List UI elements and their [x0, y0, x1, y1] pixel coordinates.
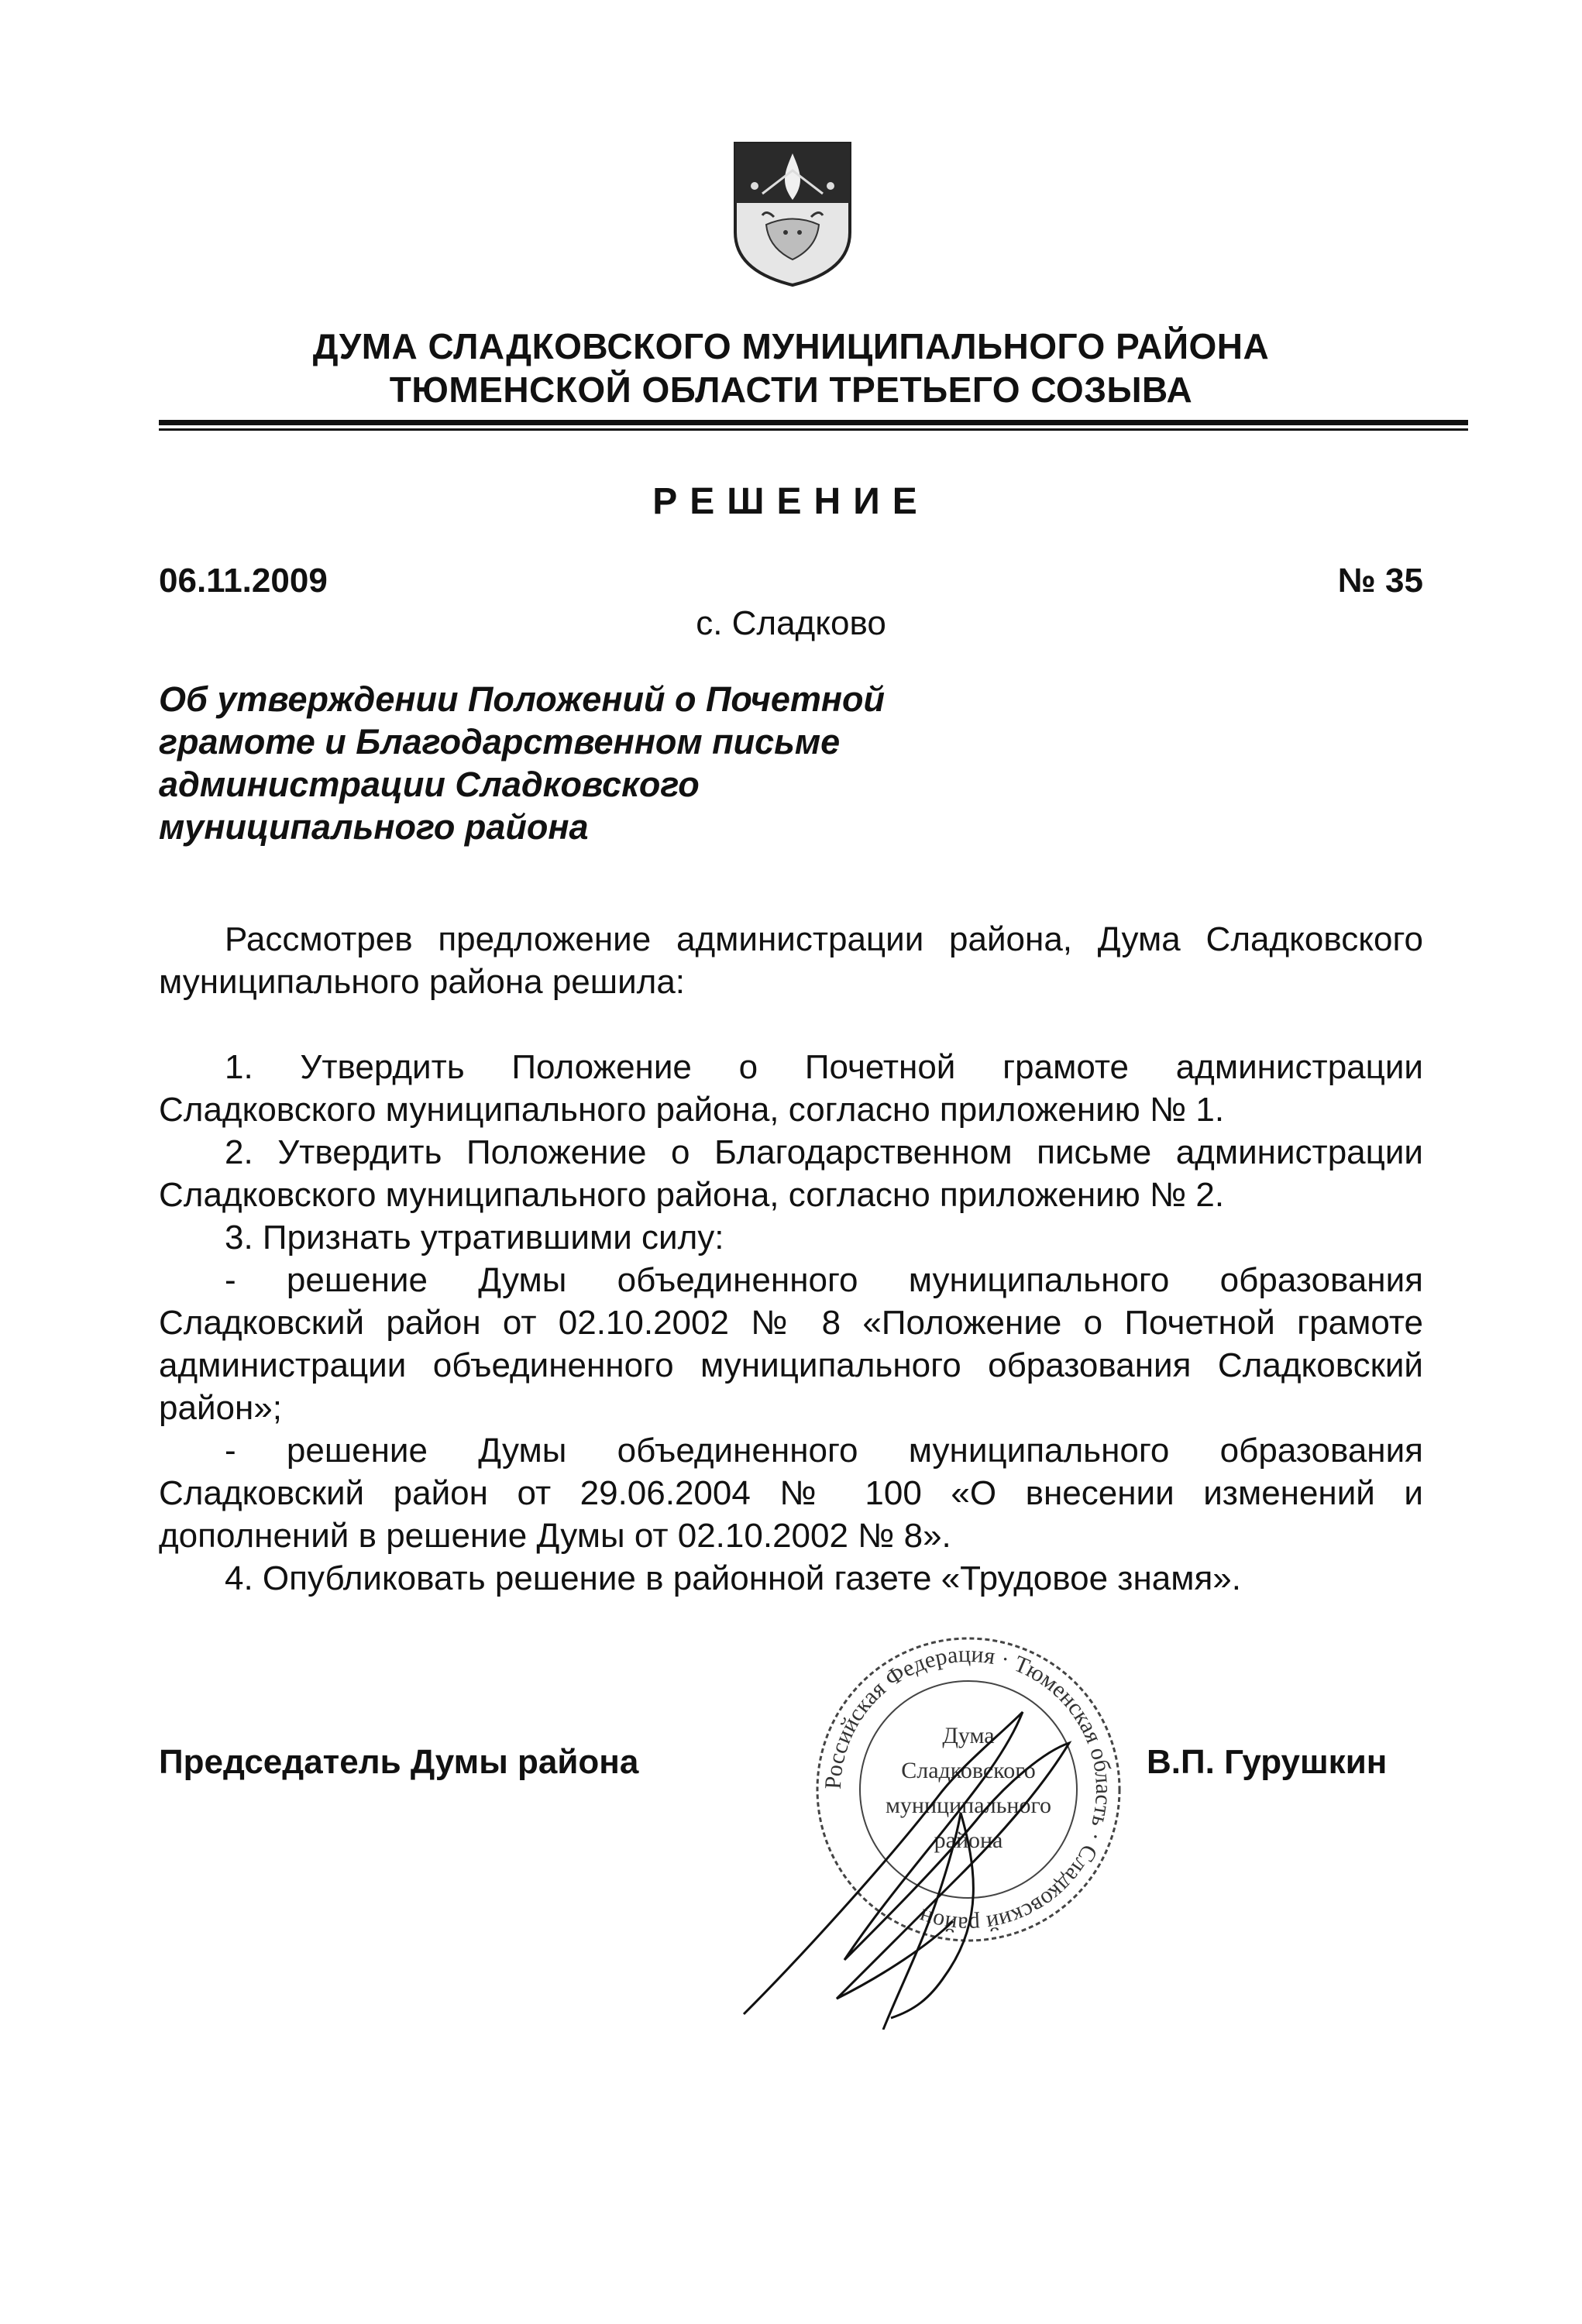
- organization-name-line2: ТЮМЕНСКОЙ ОБЛАСТИ ТРЕТЬЕГО СОЗЫВА: [389, 370, 1193, 410]
- document-date: 06.11.2009: [159, 562, 328, 600]
- document-number: № 35: [1337, 562, 1423, 600]
- organization-name-line1: ДУМА СЛАДКОВСКОГО МУНИЦИПАЛЬНОГО РАЙОНА: [312, 326, 1270, 366]
- list-item: 1. Утвердить Положение о Почетной грамоте администрации Сладковского муниципального района, согласно приложению № 1.: [159, 1048, 1423, 1129]
- stamp-inner-line: муниципального: [885, 1793, 1052, 1818]
- handwritten-signature: [682, 1666, 1116, 2030]
- document-subject: Об утверждении Положений о Почетной грамоте и Благодарственном письме администрации Сладковского муниципального района: [159, 679, 886, 847]
- header-rule-thick: [159, 420, 1468, 425]
- stamp-inner-line: Сладковского: [901, 1758, 1036, 1783]
- document-type: РЕШЕНИЕ: [652, 481, 930, 522]
- list-item: - решение Думы объединенного муниципального образования Сладковский район от 29.06.2004 № 100 «О внесении изменений и дополнений в решение Думы от 02.10.2002 № 8».: [159, 1432, 1423, 1555]
- signature-name: В.П. Гурушкин: [1147, 1743, 1388, 1781]
- stamp-outer-text: Российская Федерация · Тюменская область · Сладковский район: [820, 1641, 1117, 1938]
- header-rule-thin: [159, 428, 1468, 431]
- signature-position: Председатель Думы района: [159, 1743, 639, 1781]
- preamble: Рассмотрев предложение администрации района, Дума Сладковского муниципального района решила:: [159, 920, 1423, 1001]
- document-place: с. Сладково: [696, 604, 886, 642]
- list-item: 4. Опубликовать решение в районной газете «Трудовое знамя».: [225, 1559, 1241, 1597]
- list-item: - решение Думы объединенного муниципального образования Сладковский район от 02.10.2002 № 8 «Положение о Почетной грамоте администрации объединенного муниципального образования Сладковский район»;: [159, 1261, 1423, 1427]
- list-item: 2. Утвердить Положение о Благодарственном письме администрации Сладковского муниципального района, согласно приложению № 2.: [159, 1133, 1423, 1214]
- coat-of-arms-emblem: [731, 139, 854, 287]
- list-item: 3. Признать утратившими силу:: [225, 1219, 724, 1257]
- stamp-inner-line: района: [934, 1827, 1003, 1853]
- stamp-inner-line: Дума: [942, 1723, 995, 1748]
- document-body: [159, 918, 1423, 1600]
